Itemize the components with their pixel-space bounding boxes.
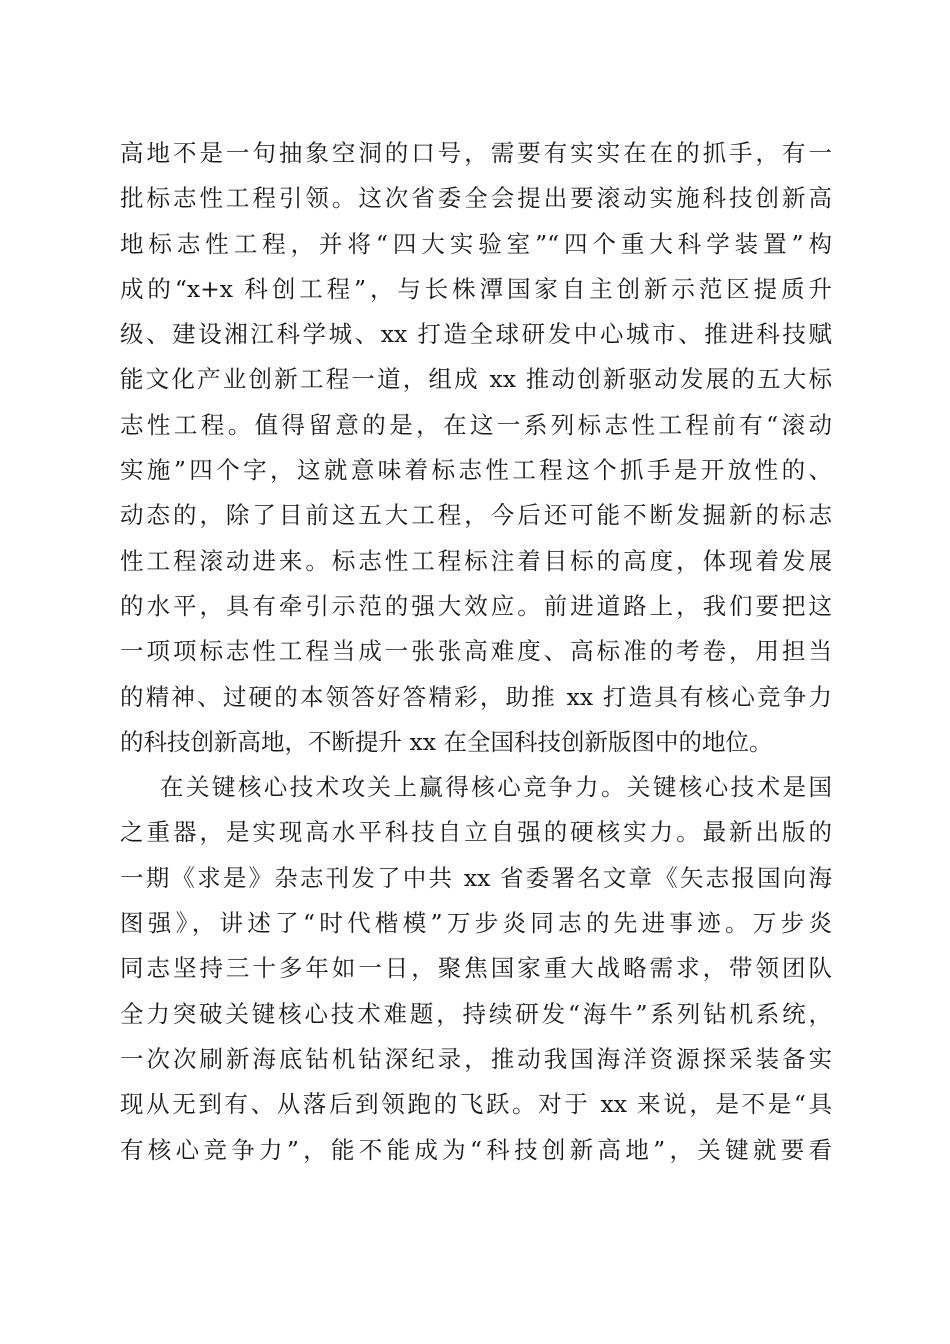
text-line: 批标志性工程引领。这次省委全会提出要滚动实施科技创新高 (120, 184, 832, 213)
text-line: 地标志性工程，并将“四大实验室”“四个重大科学装置”构 (120, 229, 832, 258)
text-line: 实施”四个字，这就意味着标志性工程这个抓手是开放性的、 (120, 456, 832, 485)
text-line: 志性工程。值得留意的是，在这一系列标志性工程前有“滚动 (120, 410, 832, 439)
text-line: 全力突破关键核心技术难题，持续研发“海牛”系列钻机系统， (120, 999, 832, 1028)
text-line: 的水平，具有牵引示范的强大效应。前进道路上，我们要把这 (120, 591, 832, 620)
text-line: 在关键核心技术攻关上赢得核心竞争力。关键核心技术是国 (160, 773, 832, 802)
text-line: 图强》，讲述了“时代楷模”万步炎同志的先进事迹。万步炎 (120, 909, 832, 938)
text-line: 有核心竞争力”，能不能成为“科技创新高地”，关键就要看 (120, 1135, 832, 1164)
text-line: 动态的，除了目前这五大工程，今后还可能不断发掘新的标志 (120, 501, 832, 530)
text-line: 能文化产业创新工程一道，组成 xx 推动创新驱动发展的五大标 (120, 365, 832, 394)
text-line: 高地不是一句抽象空洞的口号，需要有实实在在的抓手，有一 (120, 139, 832, 167)
document-body (120, 131, 832, 1173)
text-line: 性工程滚动进来。标志性工程标注着目标的高度，体现着发展 (120, 546, 832, 575)
text-line: 的精神、过硬的本领答好答精彩，助推 xx 打造具有核心竞争力 (120, 682, 832, 711)
text-line: 一次次刷新海底钻机钻深纪录，推动我国海洋资源探采装备实 (120, 1044, 832, 1073)
paragraph-1 (120, 131, 832, 765)
text-line: 成的“x+x 科创工程”，与长株潭国家自主创新示范区提质升 (120, 274, 832, 303)
text-line: 之重器，是实现高水平科技自立自强的硬核实力。最新出版的 (120, 818, 832, 847)
text-line: 一期《求是》杂志刊发了中共 xx 省委署名文章《矢志报国向海 (120, 863, 832, 892)
text-line: 同志坚持三十多年如一日，聚焦国家重大战略需求，带领团队 (120, 954, 832, 983)
text-line: 现从无到有、从落后到领跑的飞跃。对于 xx 来说，是不是“具 (120, 1090, 832, 1119)
text-line: 的科技创新高地，不断提升 xx 在全国科技创新版图中的地位。 (120, 727, 773, 756)
paragraph-2 (120, 765, 832, 1173)
text-line: 级、建设湘江科学城、xx 打造全球研发中心城市、推进科技赋 (120, 320, 832, 349)
text-line: 一项项标志性工程当成一张张高难度、高标准的考卷，用担当 (120, 637, 832, 666)
